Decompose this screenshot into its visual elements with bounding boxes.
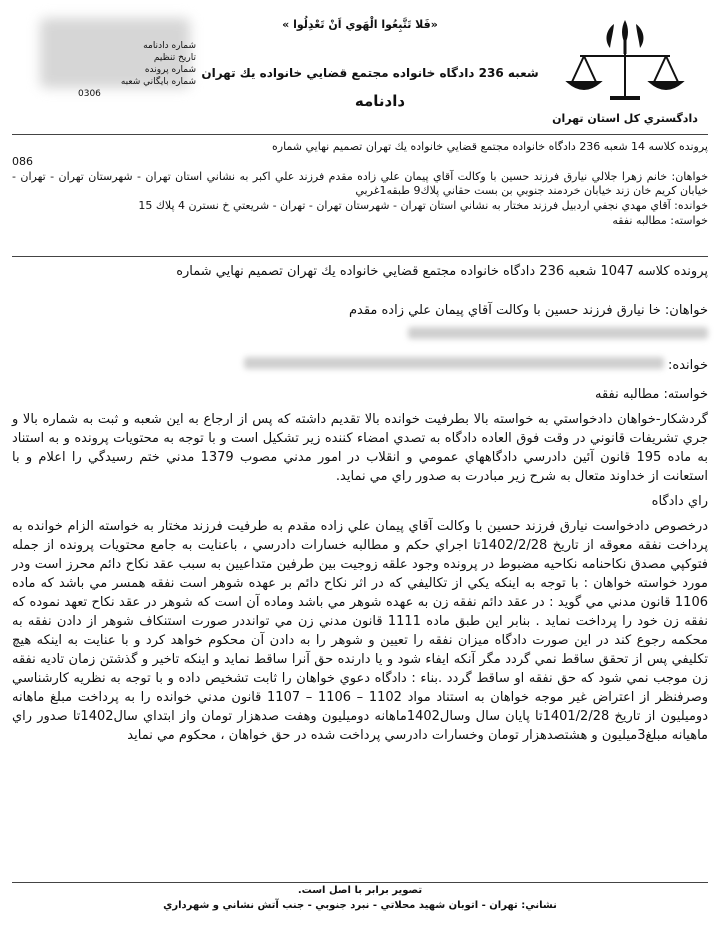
- redacted-line: [244, 357, 664, 369]
- court-address: نشاني: تهران - اتوبان شهيد محلاتي - نبرد جنوبي - جنب آتش نشاني و شهرداري: [163, 900, 557, 911]
- summary-defendant: خوانده: آقاي مهدي نجفي اردبيل فرزند مختار به نشاني استان تهران - شهرستان تهران - تهران - شريعتي خ نسترن 4 پلاك 15: [138, 199, 708, 212]
- body-defendant-label: خوانده:: [668, 358, 708, 373]
- meta-label: شماره دادنامه: [143, 41, 196, 51]
- summary-claim: خواسته: مطالبه نفقه: [612, 214, 708, 227]
- verdict-text: درخصوص دادخواست نيارق فرزند حسين با وكالت آقاي پيمان علي زاده مقدم به طرفيت فرزند مختار به خواسته الزام خوانده به پرداخت نفقه معوقه از تاريخ 1402/2/28تا اجراي حكم و مطالبه خسارات دادرسي ، باعنايت به جامع محتويات پرونده از جمله فتوكپي مصدق نكاحنامه نكاحيه مضبوط در پرونده وجود علقه زوجيت بين طرفين متداعيين به سبب عقد نكاح دائم محرز است ودر مورد خواسته خواهان : با توجه به اينكه يكي از تكاليفي كه در اثر نكاح دائم بر عهده شوهر است نفقه همسر مي باشد كه ماده 1106 قانون مدني مي گويد : در عقد دائم نفقه زن به عهده شوهر مي باشد وماده آن است كه شوهر در عقد نكاح تعهد نموده كه نفقه زن خود را پرداخت نمايد . بنابر اين طبق ماده 1111 قانون مدني زن مي توانددر صورت استنكاف شوهر از دادن نفقه به محكمه رجوع كند در اين صورت دادگاه ميزان نفقه را تعيين و شوهر را به دادن آن محكوم خواهد كرد و با عنايت به اينكه هيچ تكليفي پس از تحقق ساقط نمي گردد مگر آنكه ايفاء شود و يا دارنده حق آنرا ساقط نمايد و اينكه تاخير و گذشتن زمان تاديه نفقه زن موجب نمي شود كه حق نفقه او ساقط گردد .بناء : دادگاه دعوي خواهان را ثابت تشخيص داده و با توجه به نظريه كارشناسي وصرفنظر از اعتراض غير موجه خواهان به استناد مواد 1102 – 1106 – 1107 قانون مدني خوانده را به پرداخت مبلغ ماهانه دوميليون از تاريخ 1401/2/28تا پايان سال وسال1402ماهانه دوميليون وهفت صدهزار تومان واز ابتداي سال1402تا صدور راي ماهيانه مبلغ3ميليون و هشتصدهزار تومان وخسارات دادرسي پرداخت شده در حق خواهان ، محكوم مي نمايد: [12, 519, 709, 743]
- verdict-body: [12, 262, 708, 751]
- certified-copy: تصوير برابر با اصل است.: [297, 885, 423, 896]
- summary-plaintiff: خواهان: خانم زهرا جلالي نيارق فرزند حسين با وكالت آقاي پيمان علي زاده مقدم فرزند علي اكبر به نشاني استان تهران - شهرستان تهران - تهران - خيابان كريم خان زند خيابان خردمند جنوبي بن بست حقاني پلاك9 طبقه1غربي: [12, 170, 708, 197]
- meta-label: شماره پرونده: [144, 65, 196, 75]
- body-claim: خواسته: مطالبه نفقه: [595, 387, 708, 402]
- document-type: دادنامه: [354, 92, 406, 110]
- meta-label: تاريخ تنظيم: [153, 53, 196, 63]
- divider: [12, 256, 708, 257]
- meta-fields: [78, 40, 196, 100]
- body-report: گردشكار-خواهان دادخواستي به خواسته بالا بطرفيت خوانده بالا تقديم داشته كه پس از ارجاع به اين شعبه و ثبت به شماره بالا و جري تشريفات قانوني در وقت فوق العاده دادگاه به تصدي امضاء كننده زير تشكيل است و با توجه به محتويات پرونده و به استناد به ماده 195 قانون آئين دادرسي دادگاههاي عمومي و انقلاب در امور مدني مصوب 1379 مدني ختم رسيدگي را اعلام و با استعانت از خداوند متعال به شرح زير مبادرت به صدور راي مي نمايد.: [12, 412, 708, 484]
- court-name: دادگستري كل استان تهران: [552, 112, 698, 125]
- meta-partial: 0306: [78, 89, 101, 99]
- body-plaintiff: خواهان: خا نيارق فرزند حسين با وكالت آقاي پيمان علي زاده مقدم: [348, 303, 708, 318]
- meta-label: شماره بايگاني شعبه: [120, 77, 196, 87]
- body-case-line: پرونده كلاسه 1047 شعبه 236 دادگاه خانواده مجتمع قضايي خانواده يك تهران تصميم نهايي شماره: [176, 264, 708, 279]
- document-footer: [12, 880, 708, 913]
- divider: [12, 134, 708, 135]
- case-summary: [12, 140, 708, 229]
- quran-verse: «فَلا تَتَّبِعُوا الْهَوي اَنْ تَعْدِلُوا »: [282, 18, 438, 31]
- iran-emblem-icon: [550, 10, 700, 110]
- redacted-line: [408, 327, 708, 339]
- court-emblem: [550, 10, 700, 130]
- branch-title: شعبه 236 دادگاه خانواده مجتمع قضايي خانواده يك تهران: [201, 66, 539, 80]
- summary-case-line: پرونده كلاسه 14 شعبه 236 دادگاه خانواده مجتمع قضايي خانواده يك تهران تصميم نهايي شماره: [272, 140, 708, 153]
- verdict-heading: راي دادگاه: [651, 494, 708, 509]
- summary-case-number: 086: [12, 155, 33, 168]
